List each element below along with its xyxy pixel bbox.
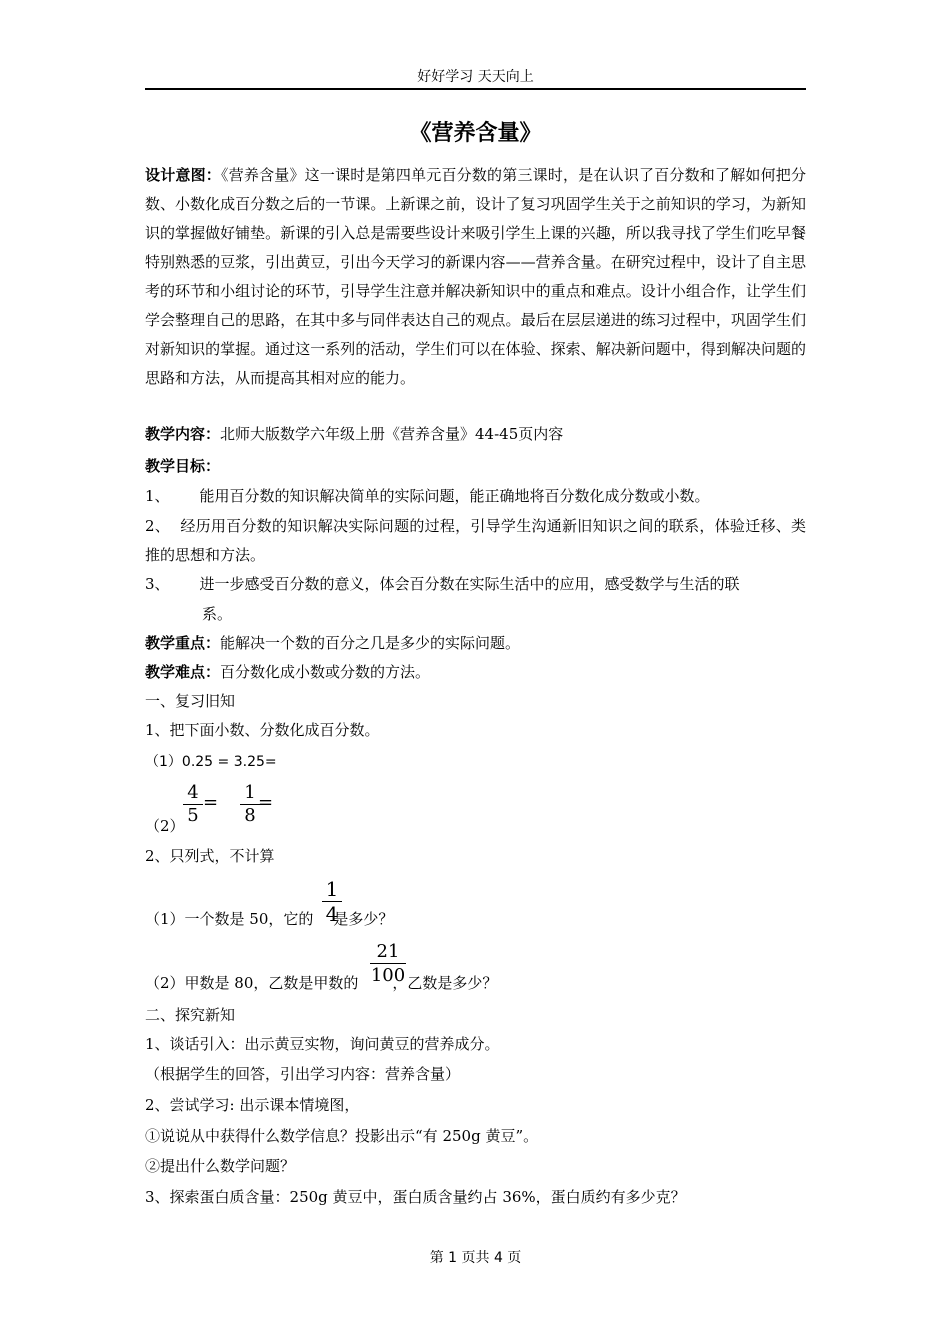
question-text-before: （1）一个数是 50，它的 — [145, 910, 314, 928]
goal-text: 经历用百分数的知识解决实际问题的过程，引导学生沟通新旧知识之间的联系，体验迁移、类推的思想和方法。 — [145, 517, 806, 564]
key-point-text: 能解决一个数的百分之几是多少的实际问题。 — [220, 634, 521, 652]
section-1-heading: 一、复习旧知 — [145, 692, 236, 710]
question-text-after: ，乙数是多少？ — [392, 974, 498, 992]
goal-number: 1、 — [145, 487, 170, 505]
page-footer: 第 1 页共 4 页 — [429, 1250, 522, 1266]
question-text-after: 是多少？ — [333, 910, 394, 928]
fraction-numerator: 21 — [376, 941, 400, 962]
fraction-denominator: 8 — [244, 805, 256, 826]
fraction-denominator: 4 — [325, 902, 339, 926]
question-text-before: （2）甲数是 80，乙数是甲数的 — [145, 974, 359, 992]
explore-line-4: ①说说从中获得什么数学信息？投影出示“有 250g 黄豆”。 — [145, 1127, 539, 1145]
goal-item-2 — [145, 512, 806, 570]
explore-line-1: 1、谈话引入：出示黄豆实物，询问黄豆的营养成分。 — [145, 1035, 500, 1053]
equals-sign: = — [258, 792, 274, 813]
goal-item-3-cont: 系。 — [202, 605, 233, 623]
difficulty-label: 教学难点： — [145, 663, 221, 681]
design-intent-label: 设计意图： — [145, 166, 221, 184]
fraction-numerator: 1 — [244, 782, 256, 803]
difficulty-text: 百分数化成小数或分数的方法。 — [220, 663, 431, 681]
fraction-four-fifths — [183, 782, 203, 827]
section-2-heading: 二、探究新知 — [145, 1006, 236, 1024]
difficulty — [145, 661, 430, 682]
key-point-label: 教学重点： — [145, 634, 221, 652]
review-question-2: 2、只列式，不计算 — [145, 847, 275, 865]
goal-text: 能用百分数的知识解决简单的实际问题，能正确地将百分数化成分数或小数。 — [199, 487, 710, 505]
fraction-numerator: 4 — [187, 782, 199, 803]
fraction-denominator: 100 — [370, 965, 406, 986]
design-intent-paragraph — [145, 161, 806, 393]
review-question-1: 1、把下面小数、分数化成百分数。 — [145, 721, 380, 739]
header-rule — [145, 88, 806, 90]
teaching-content — [145, 423, 563, 444]
review-question-1-2-prefix: （2） — [145, 817, 185, 835]
explore-line-5: ②提出什么数学问题？ — [145, 1157, 296, 1175]
goal-item-1 — [145, 485, 710, 506]
explore-line-2: （根据学生的回答，引出学习内容：营养含量） — [145, 1065, 461, 1083]
review-question-2-1 — [145, 908, 393, 929]
teaching-content-text: 北师大版数学六年级上册《营养含量》44-45页内容 — [220, 425, 564, 443]
fraction-one-eighth — [240, 782, 260, 827]
fraction-denominator: 5 — [187, 805, 199, 826]
teaching-content-label: 教学内容： — [145, 425, 221, 443]
key-point — [145, 632, 520, 653]
fraction-numerator: 1 — [325, 877, 339, 901]
design-intent-text: 《营养含量》这一课时是第四单元百分数的第三课时，是在认识了百分数和了解如何把分数、小数化成百分数之后的一节课。上新课之前，设计了复习巩固学生关于之前知识的学习，为新知识的掌握做好铺垫。新课的引入总是需要些设计来吸引学生上课的兴趣，所以我寻找了学生们吃早餐特别熟悉的豆浆，引出黄豆，引出今天学习的新课内容——营养含量。在研究过程中，设计了自主思考的环节和小组讨论的环节，引导学生注意并解决新知识中的重点和难点。设计小组合作，让学生们学会整理自己的思路，在其中多与同伴表达自己的观点。最后在层层递进的练习过程中，巩固学生们对新知识的掌握。通过这一系列的活动，学生们可以在体验、探索、解决新问题中，得到解决问题的思路和方法，从而提高其相对应的能力。 — [145, 166, 806, 387]
fraction-one-quarter — [322, 877, 342, 926]
fraction-21-over-100 — [370, 940, 406, 987]
goal-number: 2、 — [145, 517, 171, 535]
equals-sign: = — [203, 792, 219, 813]
goal-number: 3、 — [145, 575, 170, 593]
explore-line-3: 2、尝试学习: 出示课本情境图， — [145, 1096, 360, 1114]
goal-item-3 — [145, 573, 740, 594]
review-question-2-2 — [145, 972, 497, 993]
teaching-goals-label: 教学目标： — [145, 457, 221, 475]
explore-line-6: 3、探索蛋白质含量：250g 黄豆中，蛋白质含量约占 36%，蛋白质约有多少克？ — [145, 1188, 686, 1206]
goal-text: 进一步感受百分数的意义，体会百分数在实际生活中的应用，感受数学与生活的联 — [199, 575, 740, 593]
document-title: 《营养含量》 — [409, 120, 542, 146]
review-question-1-1: （1）0.25 = 3.25= — [145, 754, 277, 770]
page-header: 好好学习 天天向上 — [417, 69, 534, 85]
